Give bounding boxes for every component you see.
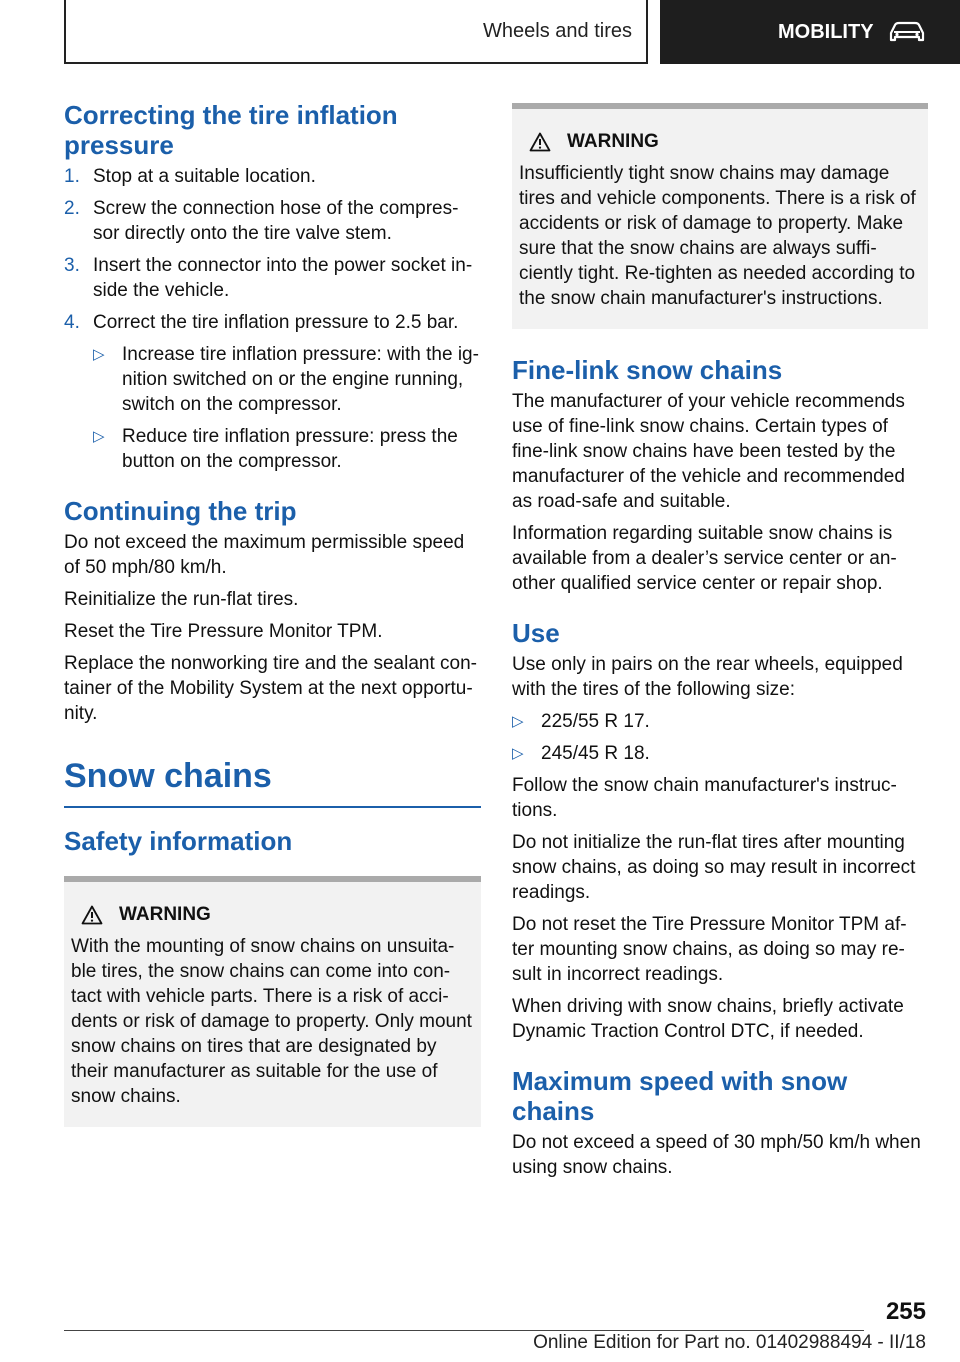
warning-label: WARNING <box>119 904 211 925</box>
paragraph: The manufacturer of your vehicle recommends use of fine-link snow chains. Certain types of fine-link snow chains have been tested by the manufacturer of the vehicle and recommended as road-safe and suitable. <box>512 391 905 512</box>
max-speed-heading: Maximum speed with snow chains <box>512 1066 848 1126</box>
tire-size-text: 245/45 R 18. <box>541 743 650 764</box>
paragraph: Do not exceed the maximum permissible speed of 50 mph/80 km/h. <box>64 532 465 578</box>
warning-box <box>512 103 928 329</box>
warning-box <box>64 876 481 1127</box>
paragraph: When driving with snow chains, briefly activate Dynamic Traction Control DTC, if needed. <box>512 996 904 1042</box>
step-number: 1. <box>64 166 80 187</box>
step-number: 3. <box>64 255 80 276</box>
paragraph: Follow the snow chain manufacturer's instruc‐tions. <box>512 775 897 821</box>
page-number: 255 <box>885 1298 926 1325</box>
step-4-substeps <box>93 342 481 474</box>
paragraph: Do not initialize the run-flat tires after mounting snow chains, as doing so may result in incorrect readings. <box>512 832 916 903</box>
step-4 <box>64 310 481 474</box>
correcting-steps <box>64 164 481 474</box>
use-heading: Use <box>512 618 560 648</box>
continuing-heading: Continuing the trip <box>64 496 297 526</box>
fine-link-heading: Fine-link snow chains <box>512 355 783 385</box>
step-1 <box>64 164 481 189</box>
warning-text: With the mounting of snow chains on unsuita‐ble tires, the snow chains can come into con‐tact with vehicle parts. There is a risk of acci‐dents or risk of damage to property. Only mount snow chains on tires that are designated by their manufacturer as suitable for the use of snow chains. <box>71 936 472 1107</box>
substep-text: Increase tire inflation pressure: with the ig‐nition switched on or the engine running, switch on the compressor. <box>122 344 479 415</box>
car-icon <box>888 21 926 43</box>
header-chapter-tab <box>660 0 960 64</box>
warning-text: Insufficiently tight snow chains may damage tires and vehicle components. There is a risk of accidents or risk of damage to property. Make sure that the snow chains are always suffi‐ciently tight. Re-tighten as needed according to the snow chain manufacturer's instructions. <box>519 163 916 309</box>
step-number: 2. <box>64 198 80 219</box>
triangle-bullet-icon: ▷ <box>93 346 105 363</box>
paragraph: Use only in pairs on the rear wheels, equipped with the tires of the following size: <box>512 654 903 700</box>
snow-chains-heading: Snow chains <box>64 757 272 795</box>
tire-size-list <box>512 709 928 766</box>
paragraph: Do not reset the Tire Pressure Monitor TPM af‐ter mounting snow chains, as doing so may re‐sult in incorrect readings. <box>512 914 907 985</box>
safety-heading: Safety information <box>64 826 293 856</box>
correcting-heading: Correcting the tire inflation pressure <box>64 100 398 160</box>
triangle-bullet-icon: ▷ <box>512 745 524 762</box>
paragraph: Information regarding suitable snow chains is available from a dealer’s service center or an‐other qualified service center or repair shop. <box>512 523 897 594</box>
tire-size-text: 225/55 R 17. <box>541 711 650 732</box>
substep <box>93 342 481 417</box>
step-text: Insert the connector into the power socket in‐side the vehicle. <box>93 255 473 301</box>
step-3 <box>64 253 481 303</box>
step-text: Stop at a suitable location. <box>93 166 316 187</box>
right-column <box>512 103 928 1187</box>
warning-triangle-icon <box>81 905 103 925</box>
warning-label: WARNING <box>567 131 659 152</box>
substep-text: Reduce tire inflation pressure: press the button on the compressor. <box>122 426 458 472</box>
footer-divider <box>64 1330 864 1331</box>
header-section-tab <box>64 0 648 64</box>
header-section-title: Wheels and tires <box>483 19 632 42</box>
paragraph: Reset the Tire Pressure Monitor TPM. <box>64 621 383 642</box>
warning-triangle-icon <box>529 132 551 152</box>
triangle-bullet-icon: ▷ <box>93 428 105 445</box>
step-number: 4. <box>64 312 80 333</box>
tire-size-item <box>512 741 928 766</box>
step-text: Screw the connection hose of the compres‐sor directly onto the tire valve stem. <box>93 198 459 244</box>
triangle-bullet-icon: ▷ <box>512 713 524 730</box>
step-2 <box>64 196 481 246</box>
substep <box>93 424 481 474</box>
tire-size-item <box>512 709 928 734</box>
paragraph: Reinitialize the run-flat tires. <box>64 589 299 610</box>
warning-title <box>519 131 921 153</box>
paragraph: Do not exceed a speed of 30 mph/50 km/h when using snow chains. <box>512 1132 921 1178</box>
warning-title <box>71 904 474 926</box>
footer-edition: Online Edition for Part no. 01402988494 - II/18 <box>533 1332 926 1353</box>
header-chapter-title: MOBILITY <box>778 20 874 43</box>
left-column <box>64 100 481 1127</box>
heading-rule <box>64 806 481 808</box>
paragraph: Replace the nonworking tire and the sealant con‐tainer of the Mobility System at the next opportu‐nity. <box>64 653 477 724</box>
step-text: Correct the tire inflation pressure to 2.5 bar. <box>93 312 459 333</box>
